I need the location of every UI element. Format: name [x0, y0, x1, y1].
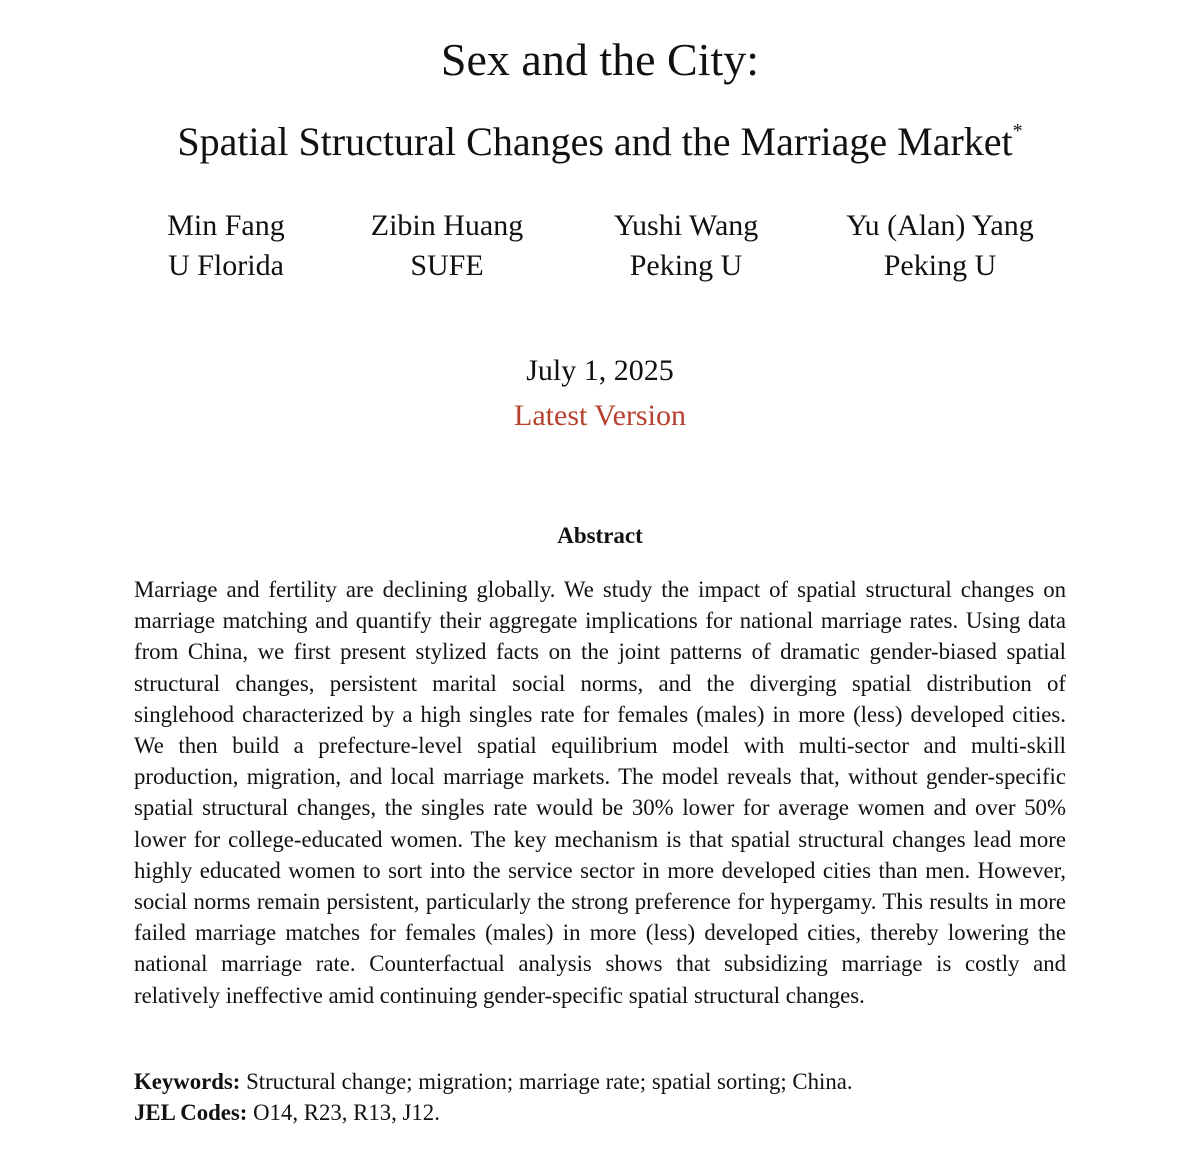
subtitle-text: Spatial Structural Changes and the Marriage Market [177, 119, 1013, 164]
title-footnote-marker[interactable]: * [1012, 120, 1023, 142]
author-name: Yu (Alan) Yang [846, 209, 1034, 242]
paper-title: Sex and the City: [440, 34, 760, 85]
latest-version-link[interactable]: Latest Version [514, 399, 686, 432]
jel-codes-label: JEL Codes: [134, 1100, 248, 1125]
author-name: Min Fang [167, 209, 285, 242]
keywords-label: Keywords: [134, 1069, 241, 1094]
author-name: Zibin Huang [370, 209, 524, 242]
author-affiliation: SUFE [410, 249, 484, 282]
keywords-value: Structural change; migration; marriage rate; spatial sorting; China. [246, 1069, 853, 1094]
jel-codes-value: O14, R23, R13, J12. [253, 1100, 440, 1125]
author-block [810, 206, 1070, 286]
author-affiliation: U Florida [168, 249, 284, 282]
author-name: Yushi Wang [613, 209, 759, 242]
abstract-text: Marriage and fertility are declining globally. We study the impact of spatial structural changes on marriage matching and quantify their aggregate implications for national marriage rates. Using data from China, we first present stylized facts on the joint patterns of dramatic gender-biased spatial structural changes, persistent marital social norms, and the diverging spatial distribution of singlehood characterized by a high singles rate for females (males) in more (less) developed cities. We then build a prefecture-level spatial equilibrium model with multi-sector and multi-skill production, migration, and local marriage markets. The model reveals that, without gender-specific spatial structural changes, the singles rate would be 30% lower for average women and over 50% lower for college-educated women. The key mechanism is that spatial structural changes lead more highly educated women to sort into the service sector in more developed cities than men. However, social norms remain persistent, particularly the strong preference for hypergamy. This results in more failed marriage matches for females (males) in more (less) developed cities, thereby lowering the national marriage rate. Counterfactual analysis shows that subsidizing marriage is costly and relatively ineffective amid continuing gender-specific spatial structural changes. [134, 577, 1066, 1008]
keywords-section [134, 1066, 1066, 1128]
author-affiliation: Peking U [883, 249, 997, 282]
paper-subtitle [0, 103, 1200, 170]
author-block [556, 206, 816, 286]
jel-codes-line [134, 1097, 1066, 1128]
paper-date: July 1, 2025 [526, 354, 674, 387]
author-affiliation: Peking U [629, 249, 743, 282]
abstract-heading: Abstract [557, 523, 643, 548]
keywords-line [134, 1066, 1066, 1097]
author-block [317, 206, 577, 286]
